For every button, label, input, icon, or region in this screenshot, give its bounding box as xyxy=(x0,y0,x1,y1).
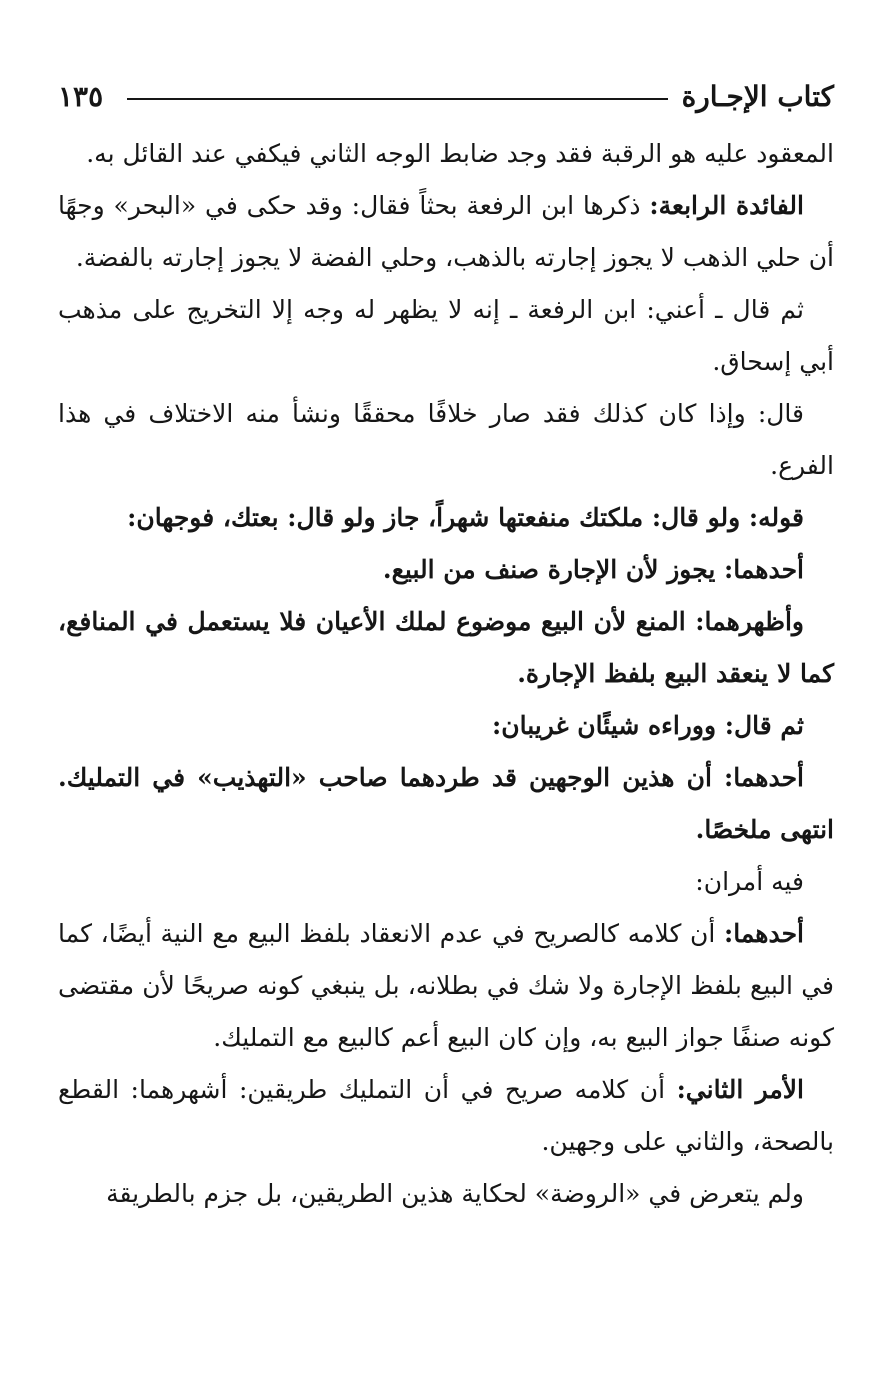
paragraph-text: ثم قال ـ أعني: ابن الرفعة ـ إنه لا يظهر له وجه إلا التخريج على مذهب أبي إسحاق. xyxy=(58,295,834,376)
paragraph-text: وأظهرهما: المنع لأن البيع موضوع لملك الأعيان فلا يستعمل في المنافع، كما لا ينعقد البيع بلفظ الإجارة. xyxy=(58,607,834,688)
paragraph-text: قوله: ولو قال: ملكتك منفعتها شهراً، جاز ولو قال: بعتك، فوجهان: xyxy=(127,503,804,532)
header-rule xyxy=(127,98,667,100)
page xyxy=(58,72,834,1220)
paragraph-text: ذكرها ابن الرفعة بحثاً فقال: وقد حكى في «البحر» وجهًا أن حلي الذهب لا يجوز إجارته بالذهب، وحلي الفضة لا يجوز إجارته بالفضة. xyxy=(58,191,834,272)
paragraph-1 xyxy=(58,128,834,180)
paragraph-lead: الأمر الثاني: xyxy=(676,1075,805,1104)
chapter-title: كتاب الإجـارة xyxy=(681,79,834,113)
paragraph-text: ولم يتعرض في «الروضة» لحكاية هذين الطريقين، بل جزم بالطريقة xyxy=(106,1179,804,1208)
paragraph-lead: الفائدة الرابعة: xyxy=(649,191,804,220)
paragraph-text: قال: وإذا كان كذلك فقد صار خلافًا محققًا ونشأ منه الاختلاف في هذا الفرع. xyxy=(58,399,834,480)
paragraph-text: أحدهما: يجوز لأن الإجارة صنف من البيع. xyxy=(382,555,804,584)
paragraph-4 xyxy=(58,388,834,492)
paragraph-text: المعقود عليه هو الرقبة فقد وجد ضابط الوجه الثاني فيكفي عند القائل به. xyxy=(86,139,834,168)
paragraph-7 xyxy=(58,1064,834,1168)
quote-paragraph-4 xyxy=(58,700,834,752)
paragraph-6 xyxy=(58,908,834,1064)
quote-paragraph-3 xyxy=(58,596,834,700)
paragraph-text: أن كلامه صريح في أن التمليك طريقين: أشهرهما: القطع بالصحة، والثاني على وجهين. xyxy=(58,1075,834,1156)
quote-paragraph-1 xyxy=(58,492,834,544)
quote-paragraph-5 xyxy=(58,752,834,856)
paragraph-8 xyxy=(58,1168,834,1220)
quote-paragraph-2 xyxy=(58,544,834,596)
paragraph-text: ثم قال: ووراءه شيئًان غريبان: xyxy=(492,711,804,740)
paragraph-lead: أحدهما: xyxy=(723,919,804,948)
paragraph-2 xyxy=(58,180,834,284)
paragraph-text: فيه أمران: xyxy=(695,867,804,896)
page-number: ١٣٥ xyxy=(58,79,104,113)
paragraph-text: أن كلامه كالصريح في عدم الانعقاد بلفظ البيع مع النية أيضًا، كما في البيع بلفظ الإجارة ولا شك في بطلانه، بل ينبغي كونه صريحًا لأن مقتضى كونه صنفًا جواز البيع به، وإن كان البيع أعم كالبيع مع التمليك. xyxy=(58,919,834,1052)
paragraph-text: أحدهما: أن هذين الوجهين قد طردهما صاحب «التهذيب» في التمليك. انتهى ملخصًا. xyxy=(58,763,834,844)
paragraph-5 xyxy=(58,856,834,908)
running-header xyxy=(58,72,834,120)
paragraph-3 xyxy=(58,284,834,388)
